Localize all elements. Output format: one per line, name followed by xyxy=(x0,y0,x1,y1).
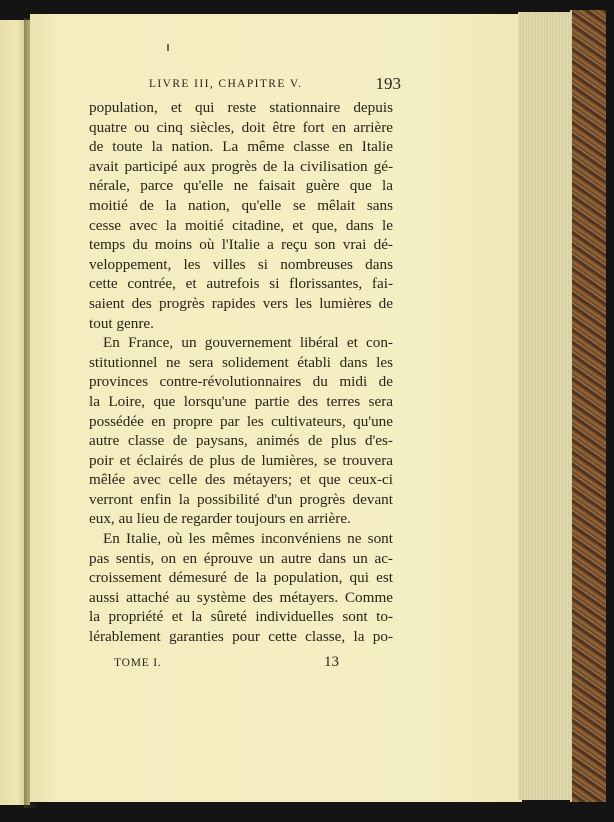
body-text xyxy=(89,98,393,647)
text-line: verront enfin la possibilité d'un progrès devant xyxy=(89,490,393,508)
text-line: possédée en propre par les cultivateurs, qu'une xyxy=(89,412,393,430)
paper-speck xyxy=(167,44,169,51)
running-title: LIVRE III, CHAPITRE V. xyxy=(149,78,303,90)
text-line: autre classe de paysans, animés de plus d'es- xyxy=(89,432,393,450)
text-line: avait participé aux progrès de la civilisation gé- xyxy=(89,157,393,175)
text-line: stitutionnel ne sera solidement établi dans les xyxy=(89,353,393,371)
paragraph-last-line: tout genre. xyxy=(89,314,154,332)
text-line: pas sentis, on en éprouve un autre dans un ac- xyxy=(89,549,393,567)
page-footer xyxy=(89,651,393,677)
volume-signature: TOME I. xyxy=(114,656,162,669)
marbled-cover-edge xyxy=(570,10,606,802)
text-line: nérale, parce qu'elle ne faisait guère que la xyxy=(89,177,393,195)
text-line: la propriété et la sûreté individuelles sont to- xyxy=(89,608,393,626)
text-line: quatre ou cinq siècles, doit être fort en arrière xyxy=(89,118,393,136)
page-number: 193 xyxy=(375,74,401,93)
signature-folio: 13 xyxy=(324,653,339,670)
text-line: moitié de la nation, qu'elle se mêlait sans xyxy=(89,196,393,214)
text-line: mêlée avec celle des métayers; et que ceux-ci xyxy=(89,471,393,489)
text-line: croissement démesuré de la population, qui est xyxy=(89,569,393,587)
text-line: saient des progrès rapides vers les lumières de xyxy=(89,294,393,312)
text-line: poir et éclairés de plus de lumières, se trouvera xyxy=(89,451,393,469)
text-line: cesse avec la moitié citadine, et que, dans le xyxy=(89,216,393,234)
paragraph-first-line: En France, un gouvernement libéral et con- xyxy=(103,334,393,352)
text-line: temps du moins où l'Italie a reçu son vrai dé- xyxy=(89,236,393,254)
text-line: cette contrée, et autrefois si florissantes, fai- xyxy=(89,275,393,293)
paragraph-first-line: En Italie, où les mêmes inconvéniens ne sont xyxy=(103,530,393,548)
text-line: veloppement, les villes si nombreuses dans xyxy=(89,255,393,273)
text-line: lérablement garanties pour cette classe, la po- xyxy=(89,628,393,646)
text-line: de toute la nation. La même classe en Italie xyxy=(89,138,393,156)
text-line: aussi attaché au système des métayers. Comme xyxy=(89,588,393,606)
text-line: la Loire, que lorsqu'une partie des terres sera xyxy=(89,392,393,410)
text-line: provinces contre-révolutionnaires du midi de xyxy=(89,373,393,391)
text-block xyxy=(89,74,401,677)
paragraph-last-line: eux, au lieu de regarder toujours en arrière. xyxy=(89,510,351,528)
text-line: population, et qui reste stationnaire depuis xyxy=(89,99,393,116)
running-head xyxy=(89,74,401,98)
